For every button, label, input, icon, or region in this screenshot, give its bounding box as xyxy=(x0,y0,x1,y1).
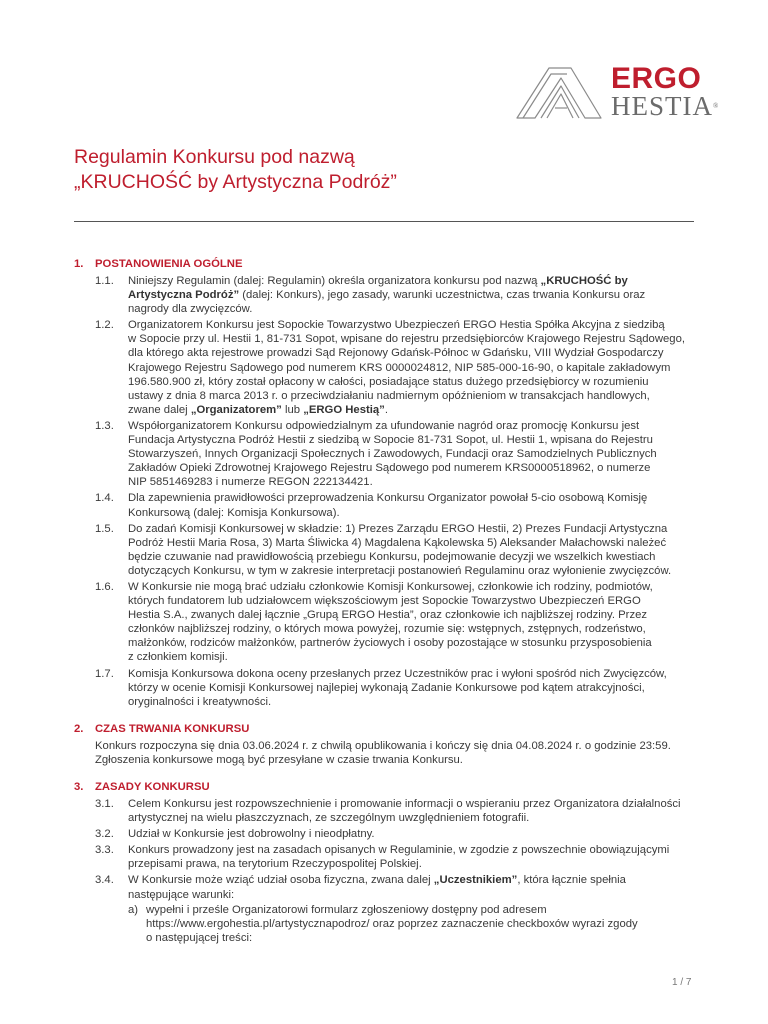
text-line: Krajowego Rejestru Sądowego pod numerem KRS 0000024812, NIP 585-000-16-90, o kapitale zakładowym xyxy=(128,361,671,374)
document-body xyxy=(74,257,696,945)
text-line: Zakładów Opieki Zdrowotnej Krajowego Rejestru Sądowego pod numerem KRS0000518962, o numerze xyxy=(128,462,651,475)
text-line: którzy w ocenie Komisji Konkursowej najlepiej wykonają Zadanie Konkursowe pod kątem atrakcyjności, xyxy=(128,681,645,694)
ergo-hestia-a-icon xyxy=(515,64,603,122)
clause-text xyxy=(128,419,696,489)
clause-text xyxy=(128,274,696,316)
text-line: 196.580.900 zł, który został opłacony w całości, posiadające status dużego przedsiębiorcy w rozumieniu xyxy=(128,375,649,388)
clause-text xyxy=(128,667,696,709)
logo-ergo-text: ERGO xyxy=(611,62,702,95)
text-line: Komisja Konkursowa dokona oceny przesłanych przez Uczestników prac i wyłoni spośród nich Zwycięzców, xyxy=(128,667,667,680)
clause xyxy=(74,843,696,871)
text-line: Niniejszy Regulamin (dalej: Regulamin) określa organizatora konkursu pod nazwą „KRUCHOŚĆ by xyxy=(128,275,628,287)
clause xyxy=(74,580,696,665)
text-line: których fundatorem lub udziałowcem większościowym jest Sopockie Towarzystwo Ubezpieczeń ERGO xyxy=(128,595,641,608)
text-line: Konkursową (dalej: Komisja Konkursowa). xyxy=(128,506,340,519)
clause-text xyxy=(128,873,696,901)
text-line: dla którego akta rejestrowe prowadzi Sąd Rejonowy Gdańsk-Północ w Gdańsku, VIII Wydział Gospodarczy xyxy=(128,347,664,360)
text-line: Fundacja Artystyczna Podróż Hestii z siedzibą w Sopocie 81-731 Sopot, ul. Hestii 1, wpisana do Rejestru xyxy=(128,434,653,447)
text-line: będzie czuwanie nad prawidłowością przebiegu Konkursu, podejmowanie decyzji we wszelkich kwestiach xyxy=(128,550,656,563)
clause-number: 1.7. xyxy=(95,667,114,680)
text-line: Hestia S.A., zwanych dalej łącznie „Grupą ERGO Hestia”, oraz członkowie ich najbliższej rodziny. Przez xyxy=(128,609,648,622)
bold-term: „KRUCHOŚĆ by xyxy=(540,275,628,287)
section-heading xyxy=(74,257,696,271)
text-line: W Konkursie nie mogą brać udziału członkowie Komisji Konkursowej, członkowie ich rodziny, podmiotów, xyxy=(128,580,653,593)
text-line: artystycznej na wielu płaszczyznach, ze szczególnym uwzględnieniem fotografii. xyxy=(128,812,530,825)
clause-text xyxy=(128,318,696,417)
text-line: Konkurs prowadzony jest na zasadach opisanych w Regulaminie, w zgodzie z powszechnie obowiązującymi xyxy=(128,844,670,857)
clause xyxy=(74,274,696,316)
section-title: ZASADY KONKURSU xyxy=(95,781,210,793)
sub-clause xyxy=(74,903,696,945)
text-line: Celem Konkursu jest rozpowszechnienie i promowanie informacji o wspieraniu przez Organizatora działalności xyxy=(128,798,681,810)
clause-number: 1.1. xyxy=(95,275,114,287)
clause-number: 1.4. xyxy=(95,492,114,505)
clause xyxy=(74,419,696,489)
section-paragraph xyxy=(74,739,696,767)
clause-text xyxy=(128,797,696,825)
text-line: w Sopocie przy ul. Hestii 1, 81-731 Sopot, wpisane do rejestru przedsiębiorców Krajowego Rejestru Sądowego, xyxy=(128,333,685,346)
logo-hestia-text: HESTIA® xyxy=(611,91,720,121)
text-line: Podróż Hestii Maria Rosa, 3) Marta Śliwicka 4) Magdalena Kąkolewska 5) Aleksander Małachowski należeć xyxy=(128,536,667,549)
clause-text xyxy=(128,522,696,578)
text-line: Organizatorem Konkursu jest Sopockie Towarzystwo Ubezpieczeń ERGO Hestia Spółka Akcyjna z siedzibą xyxy=(128,319,665,332)
text-line: Dla zapewnienia prawidłowości przeprowadzenia Konkursu Organizator powołał 5-cio osobową Komisję xyxy=(128,492,648,505)
page-number: 1 / 7 xyxy=(672,977,692,988)
clause-number: 3.3. xyxy=(95,844,114,857)
bold-term: Artystyczna Podróż” xyxy=(128,289,240,302)
text-line: Stowarzyszeń, Innych Organizacji Społecznych i Zawodowych, Fundacji oraz Samodzielnych Publicznych xyxy=(128,448,657,461)
clause xyxy=(74,491,696,519)
title-divider xyxy=(74,221,694,222)
sub-clause-text xyxy=(146,903,696,945)
clause-number: 3.1. xyxy=(95,798,114,810)
section-number: 3. xyxy=(74,781,84,793)
clause-number: 3.4. xyxy=(95,874,114,887)
text-line: Do zadań Komisji Konkursowej w składzie: 1) Prezes Zarządu ERGO Hestii, 2) Prezes Fundacji Artystyczna xyxy=(128,522,668,535)
clause-number: 3.2. xyxy=(95,828,114,841)
section-title: CZAS TRWANIA KONKURSU xyxy=(95,722,250,735)
clause-number: 1.6. xyxy=(95,580,114,593)
section-number: 1. xyxy=(74,258,84,270)
text-line: zwane dalej „Organizatorem” lub „ERGO Hestią”. xyxy=(128,403,388,416)
text-line: przepisami prawa, na terytorium Rzeczypospolitej Polskiej. xyxy=(128,858,422,871)
clause xyxy=(74,873,696,901)
clause-text xyxy=(128,843,696,871)
section-number: 2. xyxy=(74,722,84,735)
text-line: Udział w Konkursie jest dobrowolny i nieodpłatny. xyxy=(128,828,375,841)
text-line: W Konkursie może wziąć udział osoba fizyczna, zwana dalej „Uczestnikiem”, która łącznie spełnia xyxy=(128,874,626,887)
title-line-1: Regulamin Konkursu pod nazwą xyxy=(74,146,355,168)
clause xyxy=(74,318,696,417)
text-line: małżonków, rodziców małżonków, partnerów życiowych i osoby pozostające w stosunku przysposobienia xyxy=(128,637,652,650)
text-line: o następującej treści: xyxy=(146,931,253,944)
title-line-2: „KRUCHOŚĆ by Artystyczna Podróż” xyxy=(74,171,397,193)
bold-term: „Organizatorem” xyxy=(190,403,282,416)
text-line: wypełni i prześle Organizatorowi formularz zgłoszeniowy dostępny pod adresem xyxy=(146,903,547,916)
text-line: https://www.ergohestia.pl/artystycznapodroz/ oraz poprzez zaznaczenie checkboxów wyrazi zgody xyxy=(146,917,638,930)
text-line: Współorganizatorem Konkursu odpowiedzialnym za ufundowanie nagród oraz promocję Konkursu jest xyxy=(128,419,640,432)
section-heading xyxy=(74,722,696,736)
clause-number: 1.5. xyxy=(95,522,114,535)
text-line: dotyczących Konkursu, w tym w zakresie interpretacji postanowień Regulaminu oraz wyłonienie zwycięzców. xyxy=(128,564,672,577)
text-line: NIP 5851469283 i numerze REGON 222134421. xyxy=(128,476,373,489)
clause-text xyxy=(128,491,696,519)
clause xyxy=(74,827,696,841)
text-line: Konkurs rozpoczyna się dnia 03.06.2024 r. z chwilą opublikowania i kończy się dnia 04.08.2024 r. o godzinie 23:59. xyxy=(95,739,671,752)
text-line: z członkiem komisji. xyxy=(128,651,228,664)
bold-term: „Uczestnikiem” xyxy=(433,874,518,887)
clause xyxy=(74,797,696,825)
clause xyxy=(74,522,696,578)
section-heading xyxy=(74,780,696,794)
clause-number: 1.2. xyxy=(95,319,114,332)
text-line: ustawy z dnia 8 marca 2013 r. o przeciwdziałaniu nadmiernym opóźnieniom w transakcjach handlowych, xyxy=(128,389,650,402)
bold-term: „ERGO Hestią” xyxy=(303,403,385,416)
text-line: Zgłoszenia konkursowe mogą być przesyłane w czasie trwania Konkursu. xyxy=(95,753,463,766)
clause-number: 1.3. xyxy=(95,419,114,432)
ergo-hestia-logo xyxy=(515,62,720,122)
clause-text xyxy=(128,580,696,665)
text-line: członków najbliższej rodziny, o których mowa powyżej, rozumie się: wstępnych, zstępnych, rodzeństwo, xyxy=(128,623,646,636)
text-line: Artystyczna Podróż” (dalej: Konkurs), jego zasady, warunki uczestnictwa, czas trwania Konkursu oraz xyxy=(128,289,646,302)
text-line: nagrody dla zwycięzców. xyxy=(128,303,253,316)
text-line: następujące warunki: xyxy=(128,888,235,901)
clause-text xyxy=(128,827,696,841)
clause xyxy=(74,667,696,709)
sub-clause-letter: a) xyxy=(128,903,139,916)
section-title: POSTANOWIENIA OGÓLNE xyxy=(95,258,243,270)
text-line: oryginalności i kreatywności. xyxy=(128,695,272,708)
page-title xyxy=(74,145,694,195)
